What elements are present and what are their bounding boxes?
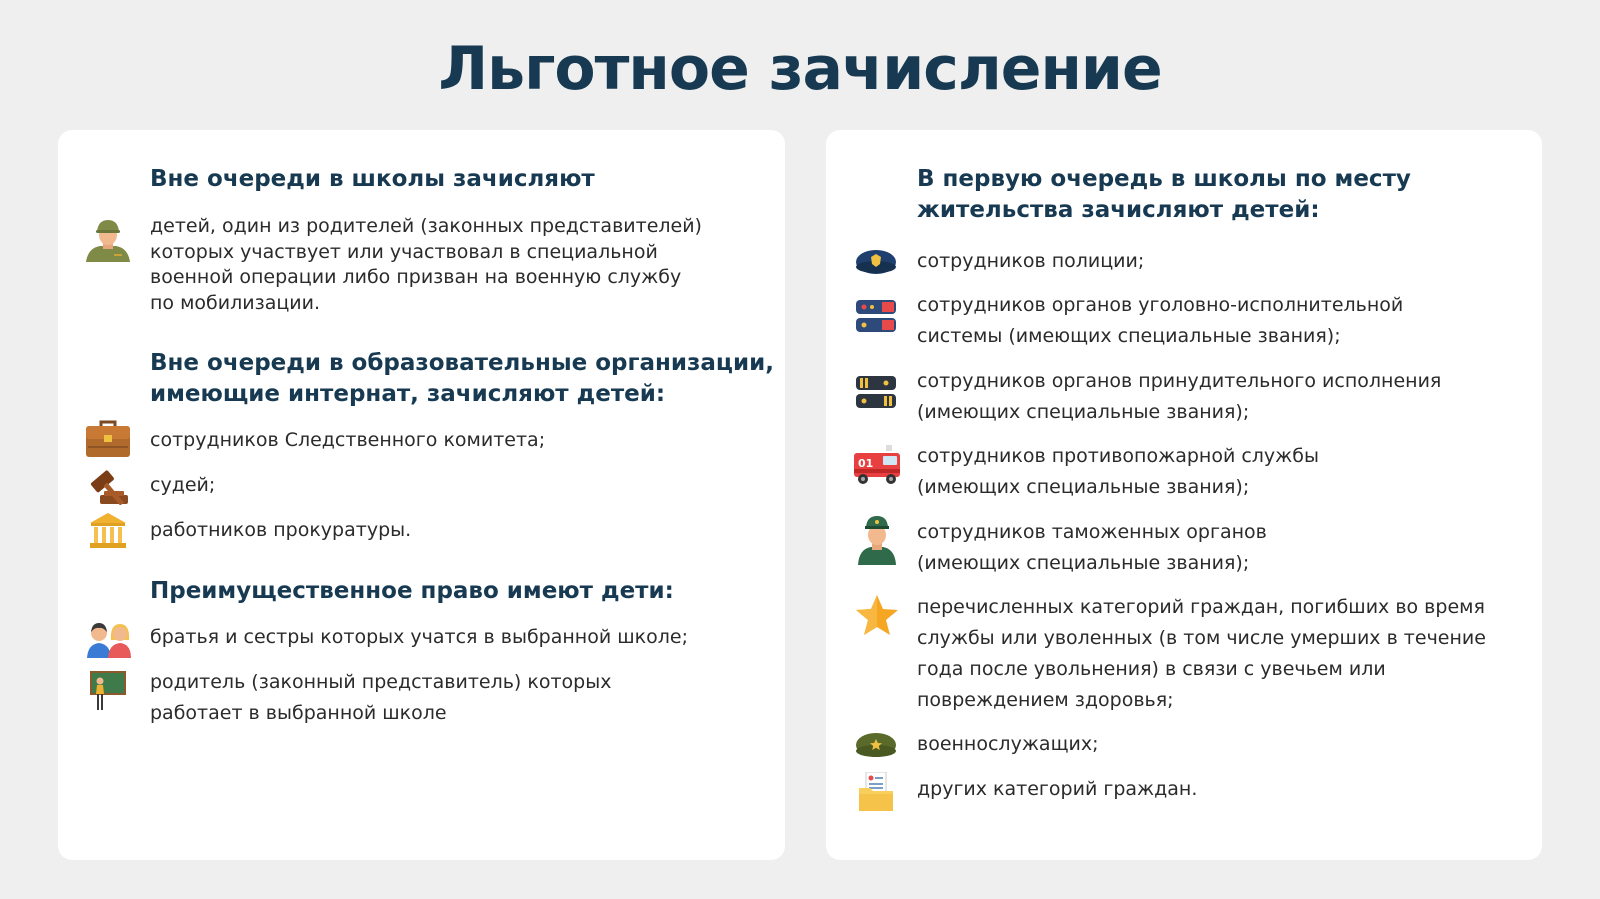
section-heading-boarding: Вне очереди в образовательные организации, имеющие интернат, зачисляют детей:	[150, 350, 774, 407]
section-heading-out-of-turn: Вне очереди в школы зачисляют	[150, 166, 595, 192]
fire-truck-badge: 01	[858, 457, 874, 470]
document-folder-icon	[858, 772, 894, 812]
list-item-deceased-dismissed: перечисленных категорий граждан, погибших во время службы или уволенных (в том числе умерших в течение года после увольнения) в связи с увечьем или повреждением здоровья;	[917, 596, 1486, 711]
list-item-customs: сотрудников таможенных органов (имеющих специальные звания);	[917, 521, 1267, 574]
shoulder-strap-icon	[856, 374, 896, 412]
briefcase-icon	[85, 420, 131, 458]
list-item-svo: детей, один из родителей (законных представителей) которых участвует или участвовал в специальной военной операции либо призван на военную службу по мобилизации.	[150, 215, 702, 314]
customs-officer-icon	[856, 515, 898, 565]
soldier-icon	[84, 218, 132, 262]
star-icon	[855, 594, 899, 636]
list-item-siblings: братья и сестры которых учатся в выбранной школе;	[150, 626, 688, 648]
list-item-police: сотрудников полиции;	[917, 250, 1145, 272]
section-heading-first-priority: В первую очередь в школы по месту жительства зачисляют детей:	[917, 166, 1411, 223]
section-heading-priority-right: Преимущественное право имеют дети:	[150, 578, 674, 604]
fire-truck-icon	[853, 445, 901, 485]
police-cap-icon	[855, 248, 897, 276]
list-item-military: военнослужащих;	[917, 733, 1099, 755]
list-item-judges: судей;	[150, 474, 216, 496]
courthouse-icon	[88, 511, 128, 549]
list-item-enforcement: сотрудников органов принудительного исполнения (имеющих специальные звания);	[917, 370, 1442, 423]
list-item-investigative-committee: сотрудников Следственного комитета;	[150, 429, 546, 451]
list-item-other-categories: других категорий граждан.	[917, 778, 1198, 800]
list-item-prosecutors: работников прокуратуры.	[150, 519, 412, 541]
teacher-board-icon	[90, 670, 126, 714]
page-title: Льготное зачисление	[438, 34, 1162, 104]
left-card	[58, 130, 785, 860]
siblings-icon	[86, 618, 132, 658]
list-item-penitentiary: сотрудников органов уголовно-исполнительной системы (имеющих специальные звания);	[917, 294, 1404, 347]
rank-insignia-icon	[856, 298, 896, 336]
military-cap-icon	[855, 731, 897, 759]
list-item-parent-works-at-school: родитель (законный представитель) которых работает в выбранной школе	[150, 671, 612, 724]
right-card	[826, 130, 1542, 860]
gavel-icon	[86, 465, 130, 505]
list-item-fire-service: сотрудников противопожарной службы (имеющих специальные звания);	[917, 445, 1320, 498]
